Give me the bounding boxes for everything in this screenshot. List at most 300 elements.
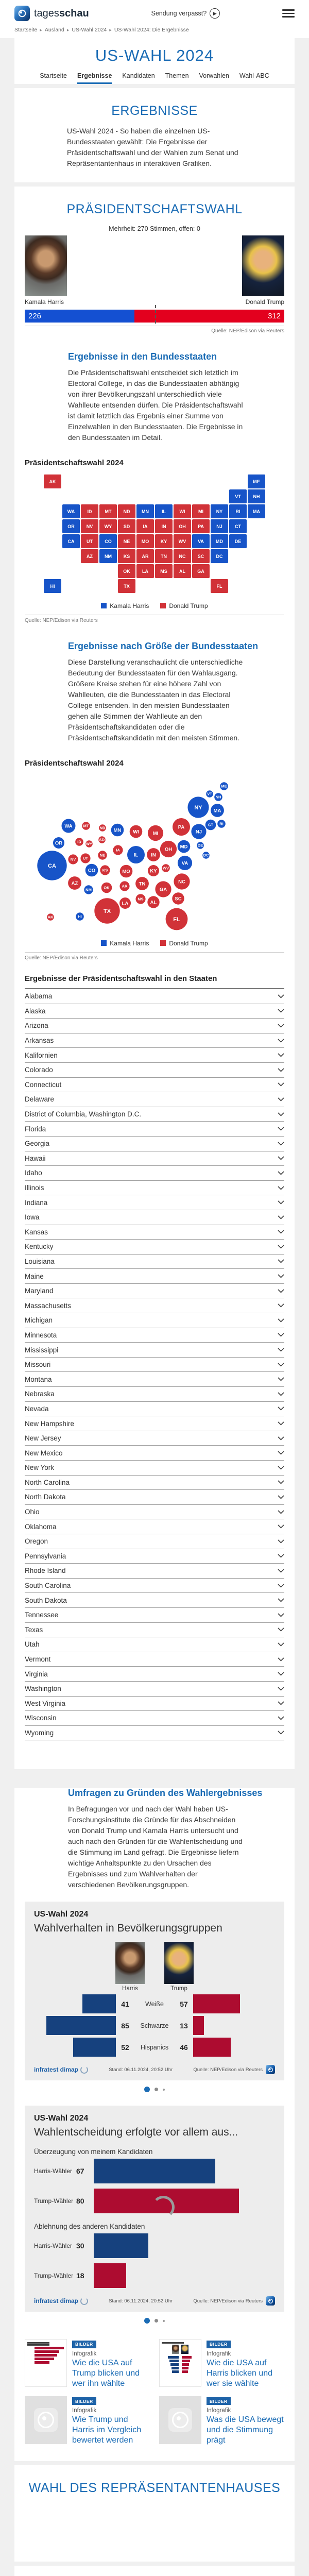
watch-label: Sendung verpasst? — [151, 10, 207, 17]
state-accordion-label: North Dakota — [25, 1493, 66, 1501]
carousel-dot[interactable] — [163, 2089, 165, 2091]
tab-kandidaten[interactable]: Kandidaten — [122, 72, 155, 79]
infographic2-stand: Stand: 06.11.2024, 20:52 Uhr — [109, 2298, 173, 2304]
bubble-label-RI: RI — [219, 821, 224, 826]
state-accordion-row[interactable] — [25, 1637, 284, 1652]
state-accordion-label: Washington — [25, 1685, 61, 1693]
tab-nav — [14, 65, 295, 84]
state-accordion-row[interactable] — [25, 1122, 284, 1137]
map-state-AR[interactable]: AR — [136, 549, 154, 563]
state-accordion-row[interactable] — [25, 1711, 284, 1726]
map-state-IL[interactable]: IL — [155, 504, 173, 518]
map-state-VT[interactable]: VT — [229, 489, 247, 503]
map-state-AL[interactable]: AL — [174, 564, 191, 578]
category-label: Schwarze — [140, 2022, 169, 2029]
bubble-label-HI: HI — [78, 914, 82, 919]
size-subheading: Ergebnisse nach Größe der Bundesstaaten — [68, 641, 259, 651]
map-state-WV[interactable]: WV — [174, 534, 191, 548]
map-legend — [14, 598, 295, 615]
state-accordion-label: West Virginia — [25, 1699, 66, 1707]
map-state-WI[interactable]: WI — [174, 504, 191, 518]
chevron-down-icon — [278, 1215, 284, 1219]
state-accordion-row[interactable] — [25, 1564, 284, 1579]
map-state-SD[interactable]: SD — [118, 519, 135, 533]
map-state-RI[interactable]: RI — [229, 504, 247, 518]
demographics-row — [34, 1994, 275, 2013]
chevron-down-icon — [278, 1142, 284, 1146]
state-accordion-row[interactable] — [25, 1063, 284, 1078]
bubble-label-WV: WV — [162, 866, 169, 871]
state-accordion-row[interactable] — [25, 1004, 284, 1019]
chevron-down-icon — [278, 1259, 284, 1263]
state-accordion-row[interactable] — [25, 1402, 284, 1417]
map-state-NC[interactable]: NC — [174, 549, 191, 563]
section-ergebnisse — [14, 88, 295, 182]
watch-link[interactable] — [89, 8, 282, 19]
map-state-KY[interactable]: KY — [155, 534, 173, 548]
majority-label: Mehrheit: 270 Stimmen, offen: 0 — [109, 225, 200, 232]
state-accordion-row[interactable] — [25, 1343, 284, 1358]
ergebnisse-intro: US-Wahl 2024 - So haben die einzelnen US-Bundesstaaten gewählt: Die Ergebnisse der Präsidentschaftswahl und der Wahlen zum Senat und Repräsentantenhaus in interaktiven Grafiken. — [67, 127, 238, 167]
map-state-ND[interactable]: ND — [118, 504, 135, 518]
state-accordion-row[interactable] — [25, 1726, 284, 1741]
map-state-KS[interactable]: KS — [118, 549, 135, 563]
map-state-IA[interactable]: IA — [136, 519, 154, 533]
harris-photo — [25, 235, 67, 296]
map-state-CA[interactable]: CA — [62, 534, 80, 548]
infographic2-source: Quelle: NEP/Edison via Reuters — [193, 2298, 263, 2304]
state-accordion-row[interactable] — [25, 1255, 284, 1269]
electoral-bar-harris: 226 — [25, 310, 134, 323]
state-accordion-row[interactable] — [25, 1210, 284, 1225]
state-accordion-label: Michigan — [25, 1316, 53, 1325]
teaser-body — [207, 2339, 284, 2389]
state-accordion-row[interactable] — [25, 1476, 284, 1490]
map-state-DC[interactable]: DC — [211, 549, 228, 563]
bubble-label-AR: AR — [122, 884, 128, 889]
bubble-label-WI: WI — [133, 829, 139, 835]
breadcrumb-item[interactable]: Ausland — [44, 27, 64, 33]
states-subheading: Ergebnisse in den Bundesstaaten — [68, 351, 217, 362]
chevron-down-icon — [278, 1731, 284, 1735]
state-accordion-row[interactable] — [25, 1652, 284, 1667]
state-accordion-row[interactable] — [25, 1490, 284, 1505]
state-accordion-row[interactable] — [25, 1534, 284, 1549]
tab-wahl-abc[interactable]: Wahl-ABC — [239, 72, 269, 79]
map-state-MT[interactable]: MT — [99, 504, 117, 518]
decision-bar — [94, 2159, 215, 2183]
state-accordion-label: Utah — [25, 1640, 40, 1649]
bubble-label-NH: NH — [215, 794, 221, 800]
state-accordion-label: Arkansas — [25, 1037, 54, 1045]
teaser-body — [72, 2339, 150, 2389]
state-accordion-row[interactable] — [25, 1358, 284, 1372]
map-state-MA[interactable]: MA — [248, 504, 265, 518]
map-state-NH[interactable]: NH — [248, 489, 265, 503]
chevron-down-icon — [278, 1053, 284, 1057]
teaser-thumbnail-placeholder — [25, 2396, 67, 2444]
carousel-dots — [14, 2312, 295, 2326]
state-accordion-label: South Dakota — [25, 1596, 67, 1604]
bubble-label-UT: UT — [83, 856, 88, 861]
state-accordion-row[interactable] — [25, 1446, 284, 1461]
bubble-label-OR: OR — [55, 840, 63, 846]
state-accordion-label: Maryland — [25, 1287, 54, 1295]
chevron-down-icon — [278, 1333, 284, 1337]
dimap-arc-icon — [80, 2297, 88, 2305]
ard-eye-icon — [14, 6, 30, 21]
state-accordion-row[interactable] — [25, 1240, 284, 1255]
state-accordion-row[interactable] — [25, 1608, 284, 1623]
bilder-badge: BILDER — [72, 2341, 96, 2348]
decision-bar — [94, 2233, 148, 2258]
state-accordion-label: Missouri — [25, 1361, 51, 1369]
chevron-down-icon — [278, 1628, 284, 1632]
teaser-title-link[interactable]: Wie die USA auf Trump blicken und wer ihn wählte — [72, 2358, 140, 2388]
bubble-label-VT: VT — [207, 791, 212, 796]
teaser-grid — [14, 2326, 295, 2461]
tab-ergebnisse[interactable]: Ergebnisse — [77, 72, 112, 84]
map-state-NM[interactable]: NM — [99, 549, 117, 563]
decision-row — [34, 2159, 275, 2183]
praesidentschaftswahl-heading: PRÄSIDENTSCHAFTSWAHL — [66, 202, 243, 216]
map-state-CO[interactable]: CO — [99, 534, 117, 548]
map-chart-label: Präsidentschaftswahl 2024 — [25, 459, 124, 467]
state-accordion-row[interactable] — [25, 1181, 284, 1196]
tab-themen[interactable]: Themen — [165, 72, 189, 79]
tab-startseite[interactable]: Startseite — [40, 72, 67, 79]
bubble-label-NV: NV — [70, 857, 76, 862]
state-accordion-row[interactable] — [25, 1166, 284, 1181]
breadcrumb-item[interactable]: Startseite — [14, 27, 38, 33]
state-accordion-label: Florida — [25, 1125, 46, 1133]
state-accordion-row[interactable] — [25, 1033, 284, 1048]
harris-bar — [73, 2038, 116, 2057]
section-praesidentschaftswahl — [14, 187, 295, 1769]
teaser-title-link[interactable]: Was die USA bewegt und die Stimmung prägt — [207, 2415, 284, 2445]
bubble-label-MS: MS — [138, 896, 144, 902]
chevron-down-icon — [278, 1156, 284, 1160]
umfragen-subheading: Umfragen zu Gründen des Wahlergebnisses — [68, 1788, 263, 1799]
bubble-label-FL: FL — [173, 916, 180, 923]
chevron-down-icon — [278, 1613, 284, 1617]
map-state-FL[interactable]: FL — [211, 579, 228, 593]
harris-value: 52 — [121, 2043, 129, 2052]
map-state-TN[interactable]: TN — [155, 549, 173, 563]
chevron-down-icon — [278, 1200, 284, 1205]
state-accordion-label: New Jersey — [25, 1434, 61, 1443]
state-accordion-row[interactable] — [25, 1151, 284, 1166]
tab-vorwahlen[interactable]: Vorwahlen — [199, 72, 229, 79]
chevron-down-icon — [278, 1716, 284, 1720]
state-accordion-label: Arizona — [25, 1022, 48, 1030]
state-accordion-label: Georgia — [25, 1140, 50, 1148]
carousel-dot-active[interactable] — [144, 2087, 150, 2092]
state-accordion-row[interactable] — [25, 1682, 284, 1697]
state-accordion-row[interactable] — [25, 1298, 284, 1313]
tagesschau-logo[interactable] — [14, 6, 89, 21]
chevron-down-icon — [278, 1289, 284, 1293]
teaser-title-link[interactable]: Wie Trump und Harris im Vergleich bewertet werden — [72, 2415, 142, 2445]
map-state-MO[interactable]: MO — [136, 534, 154, 548]
map-state-OH[interactable]: OH — [174, 519, 191, 533]
state-accordion-label: New Mexico — [25, 1449, 63, 1457]
chevron-down-icon — [278, 1657, 284, 1662]
state-accordion-row[interactable] — [25, 1195, 284, 1210]
ard-logo-icon — [266, 2065, 275, 2074]
map-state-HI[interactable]: HI — [44, 579, 61, 593]
bubble-label-LA: LA — [122, 901, 129, 907]
map-state-AK[interactable]: AK — [44, 474, 61, 488]
state-accordion-label: Colorado — [25, 1066, 53, 1074]
chevron-down-icon — [278, 1554, 284, 1558]
chevron-down-icon — [278, 1318, 284, 1323]
chevron-down-icon — [278, 1524, 284, 1529]
legend-swatch — [160, 940, 166, 946]
map-state-WY[interactable]: WY — [99, 519, 117, 533]
bubble-label-IL: IL — [133, 852, 139, 858]
chevron-down-icon — [278, 1112, 284, 1116]
breadcrumb-separator-icon: ▸ — [66, 27, 70, 32]
size-text: Diese Darstellung veranschaulicht die unterschiedliche Bedeutung der Bundesstaaten für den Wahlausgang. Größere Kreise stehen für eine höhere Zahl von Wahlleuten, die die Bundesstaaten in das Electoral College entsenden. In den meisten Bundesstaaten gehen alle Stimmen der Wahlleute an den Präsidentschaftskandidaten oder die Präsidentschaftskandidatin mit den meisten Stimmen. — [68, 658, 243, 742]
teaser-thumbnail-placeholder — [159, 2396, 201, 2444]
bubble-legend — [14, 936, 295, 952]
bubble-label-CT: CT — [208, 822, 213, 827]
teaser-card[interactable] — [25, 2396, 150, 2446]
map-state-ID[interactable]: ID — [81, 504, 98, 518]
bubble-label-WA: WA — [64, 823, 73, 829]
map-state-WA[interactable]: WA — [62, 504, 80, 518]
state-accordion-row[interactable] — [25, 1107, 284, 1122]
chevron-down-icon — [278, 1245, 284, 1249]
state-accordion-label: Vermont — [25, 1655, 51, 1664]
brand-wordmark: tagesschau — [34, 7, 89, 19]
teaser-card[interactable] — [159, 2396, 284, 2446]
map-state-TX[interactable]: TX — [118, 579, 135, 593]
state-accordion-row[interactable] — [25, 1313, 284, 1328]
state-accordion-row[interactable] — [25, 1431, 284, 1446]
state-accordion-label: Pennsylvania — [25, 1552, 66, 1560]
bubble-label-MI: MI — [152, 831, 159, 837]
ard-globe-icon — [34, 2408, 58, 2432]
state-accordion-row[interactable] — [25, 1092, 284, 1107]
map-state-MS[interactable]: MS — [155, 564, 173, 578]
map-state-MN[interactable]: MN — [136, 504, 154, 518]
teaser-kicker: Infografik — [72, 2350, 97, 2357]
chevron-down-icon — [278, 1421, 284, 1426]
map-state-ME[interactable]: ME — [248, 474, 265, 488]
teaser-thumbnail-chart — [159, 2339, 201, 2387]
chevron-down-icon — [278, 1451, 284, 1455]
state-accordion-row[interactable] — [25, 1461, 284, 1476]
state-accordion-row[interactable] — [25, 1225, 284, 1240]
state-accordion-row[interactable] — [25, 1328, 284, 1343]
map-state-GA[interactable]: GA — [192, 564, 210, 578]
state-accordion-row[interactable] — [25, 1048, 284, 1063]
breadcrumb-item[interactable]: US-Wahl 2024 — [72, 27, 107, 33]
state-accordion-label: Nebraska — [25, 1390, 55, 1398]
bubble-label-TN: TN — [139, 881, 146, 887]
site-header — [0, 0, 309, 38]
bubble-label-OK: OK — [104, 885, 110, 890]
chevron-down-icon — [278, 1097, 284, 1101]
map-state-UT[interactable]: UT — [81, 534, 98, 548]
decision-group-title: Überzeugung von meinem Kandidaten — [34, 2148, 153, 2156]
teaser-card[interactable] — [25, 2339, 150, 2389]
bubble-label-NC: NC — [178, 879, 185, 885]
harris-bar — [82, 1994, 116, 2013]
chevron-down-icon — [278, 1171, 284, 1175]
chevron-down-icon — [278, 1303, 284, 1308]
states-text: Die Präsidentschaftswahl entscheidet sich letztlich im Electoral College, in das die Bundesstaaten abhängig von ihrer Bevölkerungszahl unterschiedlich viele Wahlleute entsenden dürfen. Die Präsidentschaftswahl ist damit letztlich das Ergebnis einer Summe von Einzelwahlen in den Bundesstaaten. Die Ergebnisse in den Bundesstaaten im Detail. — [68, 368, 243, 442]
chevron-down-icon — [278, 1127, 284, 1131]
map-state-CT[interactable]: CT — [229, 519, 247, 533]
trump-value: 46 — [180, 2043, 188, 2052]
bubble-label-TX: TX — [103, 908, 111, 914]
state-accordion-row[interactable] — [25, 1593, 284, 1608]
bubble-label-PA: PA — [178, 824, 185, 831]
carousel-dot[interactable] — [154, 2319, 158, 2323]
state-accordion-row[interactable] — [25, 989, 284, 1004]
teaser-thumbnail-chart — [25, 2339, 67, 2387]
state-accordion-row[interactable] — [25, 1505, 284, 1520]
bubble-label-MA: MA — [213, 808, 221, 814]
infographic1-title: Wahlverhalten in Bevölkerungsgruppen — [34, 1922, 222, 1935]
teaser-body — [72, 2396, 150, 2446]
chevron-down-icon — [278, 1186, 284, 1190]
breadcrumb-separator-icon: ▸ — [40, 27, 42, 32]
map-state-VA[interactable]: VA — [192, 534, 210, 548]
state-accordion-row[interactable] — [25, 1137, 284, 1151]
bubble-label-IA: IA — [116, 848, 120, 853]
trump-value: 57 — [180, 1999, 188, 2008]
state-accordion-label: Kansas — [25, 1228, 48, 1236]
state-accordion-label: Rhode Island — [25, 1567, 66, 1575]
bubble-label-ID: ID — [77, 839, 81, 844]
map-state-AZ[interactable]: AZ — [81, 549, 98, 563]
bubble-label-NM: NM — [85, 887, 92, 892]
teaser-body — [207, 2396, 284, 2446]
state-accordion-label: Idaho — [25, 1169, 42, 1177]
electoral-bar — [25, 310, 284, 323]
chevron-down-icon — [278, 1584, 284, 1588]
harris-bar — [46, 2016, 116, 2035]
map-state-SC[interactable]: SC — [192, 549, 210, 563]
state-accordion-row[interactable] — [25, 1372, 284, 1387]
chevron-down-icon — [278, 1039, 284, 1043]
legend-swatch — [101, 603, 107, 608]
breadcrumb — [14, 23, 295, 38]
bubble-label-OH: OH — [164, 846, 173, 853]
play-icon: ▶ — [210, 8, 220, 19]
teaser-title-link[interactable]: Wie die USA auf Harris blicken und wer sie wählte — [207, 2358, 273, 2388]
legend-swatch — [101, 940, 107, 946]
state-accordion-row[interactable] — [25, 1579, 284, 1594]
map-state-MI[interactable]: MI — [192, 504, 210, 518]
state-accordion-row[interactable] — [25, 1387, 284, 1402]
chevron-down-icon — [278, 1436, 284, 1440]
carousel-dot[interactable] — [163, 2320, 165, 2322]
state-accordion-row[interactable] — [25, 1667, 284, 1682]
teaser-kicker: Infografik — [207, 2350, 231, 2357]
decision-group-title: Ablehnung des anderen Kandidaten — [34, 2223, 145, 2231]
chevron-down-icon — [278, 1510, 284, 1514]
harris-value: 41 — [121, 1999, 129, 2008]
umfragen-text: In Befragungen vor und nach der Wahl haben US-Forschungsinstitute die Gründe für das Abschneiden von Donald Trump und Kamala Harris untersucht und auch nach den Gründen für die Wahlentscheidung und die Stimmung im Land gefragt. Die Ergebnisse liefern wichtige Anhaltspunkte zu den Ursachen des Ergebnisses und zum Wahlverhalten der verschiedenen Bevölkerungsgruppen. — [68, 1805, 243, 1889]
state-accordion-row[interactable] — [25, 1519, 284, 1534]
trump-photo — [242, 235, 284, 296]
state-accordion-row[interactable] — [25, 1416, 284, 1431]
breadcrumb-item[interactable]: US-Wahl 2024: Die Ergebnisse — [114, 27, 189, 33]
map-state-LA[interactable]: LA — [136, 564, 154, 578]
menu-icon[interactable] — [282, 9, 295, 18]
breadcrumb-separator-icon: ▸ — [109, 27, 112, 32]
state-accordion-label: District of Columbia, Washington D.C. — [25, 1110, 142, 1118]
state-accordion-label: Virginia — [25, 1670, 48, 1678]
chevron-down-icon — [278, 1480, 284, 1484]
map-state-IN[interactable]: IN — [155, 519, 173, 533]
section-umfragen — [14, 1788, 295, 2461]
state-accordion-row[interactable] — [25, 1623, 284, 1638]
state-accordion-row[interactable] — [25, 1269, 284, 1284]
infographic2-footer — [34, 2296, 275, 2306]
chevron-down-icon — [278, 994, 284, 998]
chevron-down-icon — [278, 1377, 284, 1381]
map-state-MD[interactable]: MD — [211, 534, 228, 548]
infographic1-stand: Stand: 06.11.2024, 20:52 Uhr — [109, 2066, 173, 2073]
legend-entry: Kamala Harris — [101, 602, 149, 609]
state-accordion-row[interactable] — [25, 1078, 284, 1093]
chevron-down-icon — [278, 1495, 284, 1499]
map-state-PA[interactable]: PA — [192, 519, 210, 533]
state-accordion-label: Connecticut — [25, 1080, 62, 1089]
state-accordion-label: Wyoming — [25, 1728, 54, 1737]
state-accordion-label: Indiana — [25, 1198, 48, 1207]
state-accordion-label: Ohio — [25, 1508, 40, 1516]
section-house — [14, 2465, 295, 2562]
map-state-NE[interactable]: NE — [118, 534, 135, 548]
map-state-NY[interactable]: NY — [211, 504, 228, 518]
bubble-label-NJ: NJ — [195, 829, 202, 835]
map-state-NV[interactable]: NV — [81, 519, 98, 533]
decision-chart — [34, 2148, 275, 2288]
state-accordion-row[interactable] — [25, 1697, 284, 1711]
state-accordion-label: New Hampshire — [25, 1419, 75, 1428]
carousel-dot-active[interactable] — [144, 2318, 150, 2324]
bubble-label-CA: CA — [48, 862, 56, 869]
header-top — [14, 4, 295, 23]
chevron-down-icon — [278, 1642, 284, 1647]
map-state-OR[interactable]: OR — [62, 519, 80, 533]
trump-photo-label: Trump — [170, 1986, 187, 1992]
teaser-card[interactable] — [159, 2339, 284, 2389]
map-state-DE[interactable]: DE — [229, 534, 247, 548]
trump-value: 13 — [180, 2021, 188, 2030]
map-state-NJ[interactable]: NJ — [211, 519, 228, 533]
state-accordion-row[interactable] — [25, 1284, 284, 1299]
bubble-source-note: Quelle: NEP/Edison via Reuters — [25, 952, 284, 961]
state-accordion-label: Tennessee — [25, 1611, 59, 1619]
state-accordion-label: Kentucky — [25, 1243, 54, 1251]
chevron-down-icon — [278, 1466, 284, 1470]
carousel-dot[interactable] — [154, 2088, 158, 2091]
bubble-label-ND: ND — [99, 825, 106, 831]
state-accordion-row[interactable] — [25, 1019, 284, 1033]
state-accordion-row[interactable] — [25, 1549, 284, 1564]
state-accordion-label: Oregon — [25, 1537, 48, 1546]
chevron-down-icon — [278, 1009, 284, 1013]
map-state-OK[interactable]: OK — [118, 564, 135, 578]
